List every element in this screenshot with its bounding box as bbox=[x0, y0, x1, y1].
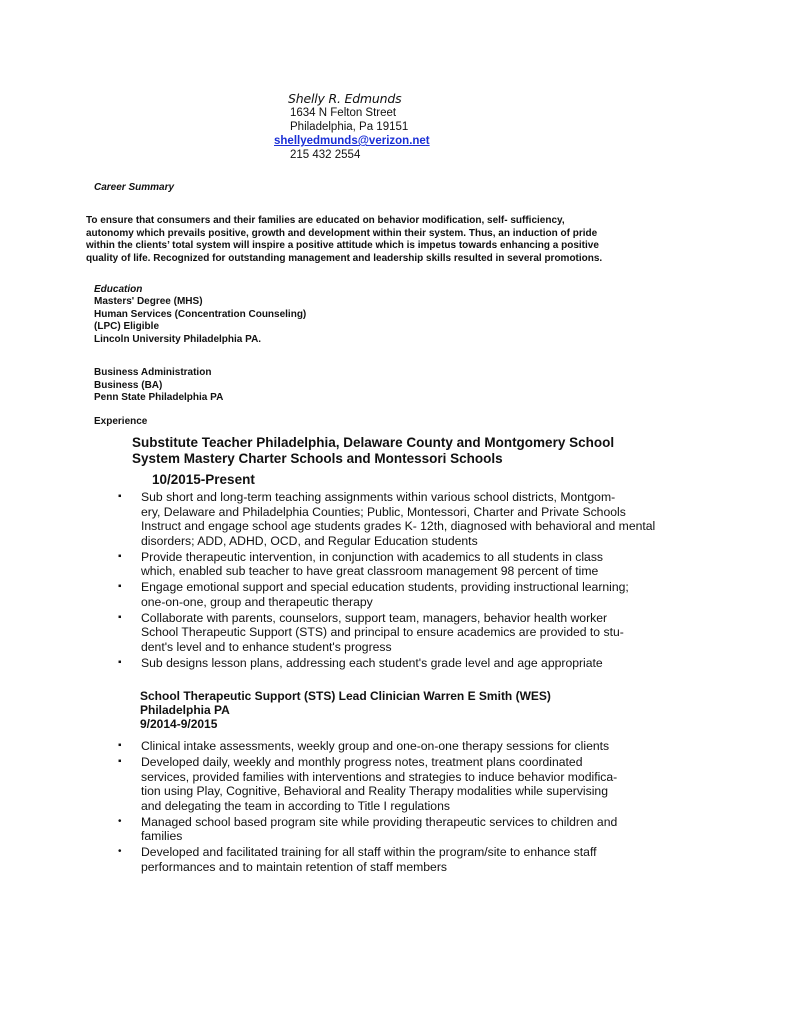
job-title-line: System Mastery Charter Schools and Montessori Schools bbox=[132, 451, 503, 466]
bullet-text-line: dent's level and to enhance student's progress bbox=[141, 639, 392, 654]
bullet-text-line: families bbox=[141, 829, 183, 843]
education-line: Business Administration bbox=[94, 367, 212, 378]
bullet-text-line: tion using Play, Cognitive, Behavioral and Reality Therapy modalities while supervising bbox=[141, 784, 608, 798]
job-dates: 9/2014-9/2015 bbox=[140, 717, 218, 731]
summary-line: quality of life. Recognized for outstanding management and leadership skills resulted in several promotions. bbox=[86, 253, 603, 265]
job-title bbox=[132, 435, 614, 467]
bullet-icon: ▪ bbox=[118, 756, 122, 767]
education-line: Business (BA) bbox=[94, 379, 163, 391]
bullet-text-line: Sub short and long-term teaching assignments within various school districts, Montgom- bbox=[141, 490, 616, 504]
bullet-icon: ▪ bbox=[118, 656, 122, 668]
list-item bbox=[116, 580, 655, 609]
education-degree-business bbox=[94, 367, 223, 405]
bullet-text-line: Clinical intake assessments, weekly group and one-on-one therapy sessions for clients bbox=[141, 739, 610, 753]
summary-line: To ensure that consumers and their families are educated on behavior modification, self- sufficiency, bbox=[86, 215, 565, 226]
bullet-text-line: Provide therapeutic intervention, in conjunction with academics to all students in class bbox=[141, 549, 604, 564]
list-item bbox=[116, 845, 617, 874]
bullet-icon: • bbox=[118, 815, 122, 827]
education-line: Masters' Degree (MHS) bbox=[94, 296, 203, 307]
bullet-text-line: School Therapeutic Support (STS) and principal to ensure academics are provided to stu- bbox=[141, 625, 624, 639]
bullet-text-line: one-on-one, group and therapeutic therapy bbox=[141, 594, 373, 609]
bullet-text-line: Instruct and engage school age students grades K- 12th, diagnosed with behavioral and mental bbox=[141, 519, 656, 533]
bullet-text-line: Developed daily, weekly and monthly progress notes, treatment plans coordinated bbox=[141, 755, 583, 769]
bullet-text-line: and delegating the team in according to Title I regulations bbox=[141, 798, 450, 813]
list-item bbox=[116, 739, 617, 754]
job-title-line: Substitute Teacher Philadelphia, Delaware County and Montgomery School bbox=[132, 435, 615, 450]
list-item bbox=[116, 755, 617, 813]
summary-line: within the clients’ total system will inspire a positive attitude which is impetus towards enhancing a positive bbox=[86, 240, 599, 252]
bullet-text-line: performances and to maintain retention of staff members bbox=[141, 859, 447, 874]
summary-line: autonomy which prevails positive, growth and development within their system. Thus, an induction of pride bbox=[86, 227, 598, 239]
bullet-text-line: Sub designs lesson plans, addressing each student's grade level and age appropriate bbox=[141, 655, 603, 670]
list-item bbox=[116, 490, 655, 548]
bullet-text-line: Engage emotional support and special education students, providing instructional learning; bbox=[141, 580, 629, 594]
bullet-text-line: Managed school based program site while providing therapeutic services to children and bbox=[141, 814, 618, 829]
education-heading: Education bbox=[94, 284, 143, 295]
bullet-icon: ▪ bbox=[118, 740, 122, 751]
career-summary-text bbox=[86, 215, 726, 266]
bullet-icon: ▪ bbox=[118, 550, 122, 562]
education-line: Human Services (Concentration Counseling) bbox=[94, 308, 307, 320]
list-item bbox=[116, 550, 655, 579]
bullet-text-line: Developed and facilitated training for all staff within the program/site to enhance staff bbox=[141, 845, 597, 859]
bullet-icon: ▪ bbox=[118, 581, 122, 592]
education-degree-masters bbox=[94, 296, 306, 346]
bullet-text-line: disorders; ADD, ADHD, OCD, and Regular Education students bbox=[141, 533, 478, 548]
bullet-text-line: ery, Delaware and Philadelphia Counties; Public, Montessori, Charter and Private Schools bbox=[141, 504, 626, 519]
address-line-1: 1634 N Felton Street bbox=[290, 107, 397, 119]
job-1-bullet-list bbox=[116, 490, 655, 672]
education-line: Penn State Philadelphia PA bbox=[94, 392, 224, 404]
education-line: Lincoln University Philadelphia PA. bbox=[94, 333, 262, 345]
list-item bbox=[116, 656, 655, 671]
career-summary-heading: Career Summary bbox=[94, 182, 175, 193]
job-title-line: School Therapeutic Support (STS) Lead Clinician Warren E Smith (WES) bbox=[140, 689, 551, 703]
bullet-icon: ▪ bbox=[118, 491, 122, 502]
job-dates: 10/2015-Present bbox=[152, 472, 255, 487]
bullet-text-line: services, provided families with interventions and strategies to induce behavior modifica- bbox=[141, 769, 618, 784]
list-item bbox=[116, 815, 617, 844]
address-line-2: Philadelphia, Pa 19151 bbox=[290, 121, 409, 133]
bullet-icon: ▪ bbox=[118, 611, 122, 623]
bullet-text-line: Collaborate with parents, counselors, support team, managers, behavior health worker bbox=[141, 610, 608, 625]
job-title bbox=[140, 689, 551, 731]
bullet-text-line: which, enabled sub teacher to have great classroom management 98 percent of time bbox=[141, 564, 599, 578]
list-item bbox=[116, 611, 655, 655]
email-link[interactable]: shellyedmunds@verizon.net bbox=[274, 135, 430, 147]
bullet-icon: • bbox=[118, 846, 122, 857]
applicant-name: Shelly R. Edmunds bbox=[288, 91, 402, 106]
job-2-bullet-list bbox=[116, 739, 617, 876]
experience-heading: Experience bbox=[94, 416, 148, 427]
education-line: (LPC) Eligible bbox=[94, 321, 159, 333]
job-title-line: Philadelphia PA bbox=[140, 703, 230, 717]
phone-number: 215 432 2554 bbox=[290, 149, 361, 161]
